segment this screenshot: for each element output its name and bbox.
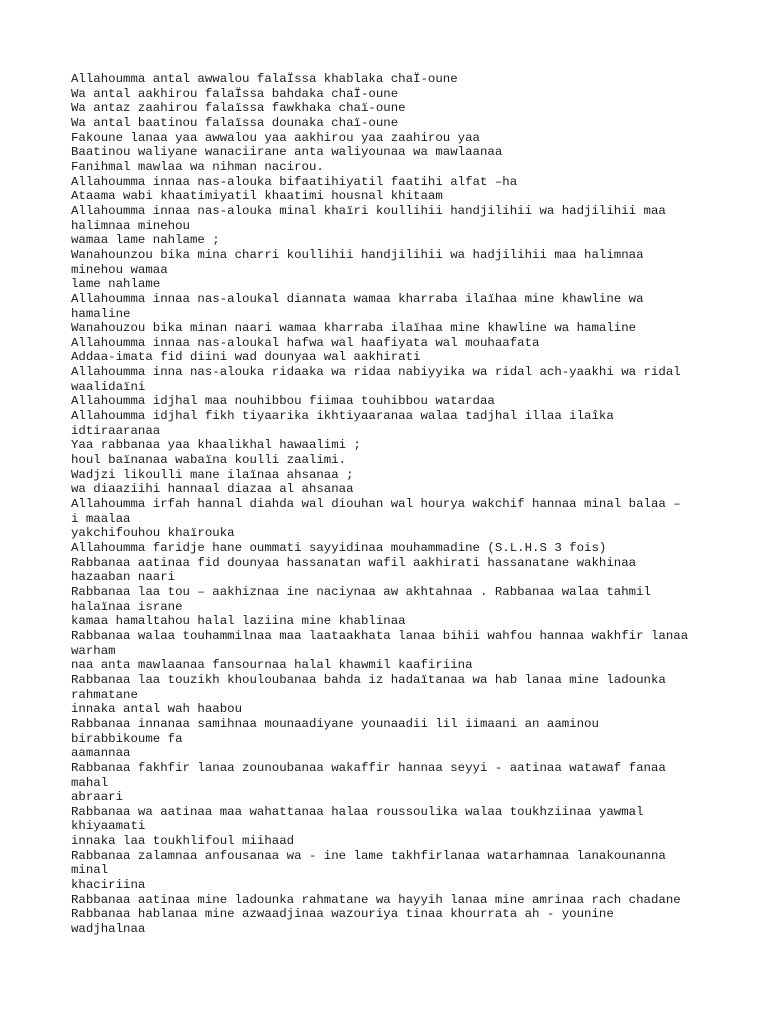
text-line: innaka laa toukhlifoul miihaad xyxy=(71,834,295,849)
text-line: wa diaaziihi hannaal diazaa al ahsanaa xyxy=(71,482,354,497)
text-line: Rabbanaa walaa touhammilnaa maa laataakhata lanaa bihii wahfou hannaa wakhfir lanaa xyxy=(71,628,689,643)
text-line: rahmatane xyxy=(71,687,138,702)
text-line: houl baïnanaa wabaïna koulli zaalimi. xyxy=(71,453,347,468)
text-line: Allahoumma inna nas-alouka ridaaka wa ridaa nabiyyika wa ridal ach-yaakhi wa ridal xyxy=(71,365,681,380)
text-line: Allahoumma faridje hane oummati sayyidinaa mouhammadine (S.L.H.S 3 fois) xyxy=(71,541,607,555)
text-line: Wa antaz zaahirou falaïssa fawkhaka chaï-oune xyxy=(71,101,406,116)
text-line: Rabbanaa innanaa samihnaa mounaadiyane younaadii lil iimaani an aaminou xyxy=(71,716,599,731)
text-line: warham xyxy=(71,643,116,658)
text-line: birabbikoume fa xyxy=(71,731,183,746)
text-line: yakchifouhou khaïrouka xyxy=(71,526,235,541)
text-line: Allahoumma irfah hannal diahda wal diouhan wal hourya wakchif hannaa minal balaa – xyxy=(71,497,681,512)
text-line: innaka antal wah haabou xyxy=(71,702,243,717)
text-line: hamaline xyxy=(71,306,131,321)
text-line: lame nahlame xyxy=(71,277,161,292)
text-line: Allahoumma innaa nas-aloukal hafwa wal haafiyata wal mouhaafata xyxy=(71,335,540,350)
text-line: aamannaa xyxy=(71,746,131,761)
text-line: Rabbanaa aatinaa fid dounyaa hassanatan wafil aakhirati hassanatane wakhinaa xyxy=(71,555,637,570)
text-line: Wanahouzou bika minan naari wamaa kharraba ilaïhaa mine khawline wa hamaline xyxy=(71,321,637,336)
text-line: Rabbanaa zalamnaa anfousanaa wa - ine lame takhfirlanaa watarhamnaa lanakounanna xyxy=(71,848,666,863)
text-line: Rabbanaa aatinaa mine ladounka rahmatane wa hayyih lanaa mine amrinaa rach chadane xyxy=(71,892,681,907)
text-line: Rabbanaa fakhfir lanaa zounoubanaa wakaffir hannaa seyyi - aatinaa watawaf fanaa xyxy=(71,760,666,775)
text-line: wadjhalnaa xyxy=(71,922,146,937)
text-line: waalidaïni xyxy=(71,379,146,394)
text-line: Allahoumma idjhal maa nouhibbou fiimaa touhibbou watardaa xyxy=(71,394,495,409)
text-line: kamaa hamaltahou halal laziina mine khablinaa xyxy=(71,614,406,629)
text-line: Allahoumma idjhal fikh tiyaarika ikhtiyaaranaa walaa tadjhal illaa ilaîka xyxy=(71,409,614,424)
text-line: Ataama wabi khaatimiyatil khaatimi housnal khitaam xyxy=(71,189,443,204)
text-line: i maalaa xyxy=(71,511,131,526)
text-line: Wa antal baatinou falaïssa dounaka chaï-oune xyxy=(71,115,399,130)
text-line: khiyaamati xyxy=(71,819,146,834)
text-line: Allahoumma innaa nas-aloukal diannata wamaa kharraba ilaïhaa mine khawline wa xyxy=(71,291,644,306)
text-line: halimnaa minehou xyxy=(71,218,190,233)
text-line: Allahoumma innaa nas-alouka bifaatihiyatil faatihi alfat –ha xyxy=(71,174,518,189)
document-body xyxy=(71,72,721,937)
text-line: Yaa rabbanaa yaa khaalikhal hawaalimi ; xyxy=(71,438,361,453)
text-line: Fanihmal mawlaa wa nihman nacirou. xyxy=(71,159,324,174)
text-line: Wa antal aakhirou falaÏssa bahdaka chaÏ-oune xyxy=(71,86,399,101)
text-line: minal xyxy=(71,863,109,878)
text-line: Wanahounzou bika mina charri koullihii handjilihii wa hadjilihii maa halimnaa xyxy=(71,247,644,262)
text-line: hazaaban naari xyxy=(71,570,176,585)
text-line: Baatinou waliyane wanaciirane anta waliyounaa wa mawlaanaa xyxy=(71,145,503,160)
text-line: abraari xyxy=(71,790,124,805)
text-line: Rabbanaa laa tou – aakhiznaa ine naciynaa aw akhtahnaa . Rabbanaa walaa tahmil xyxy=(71,584,651,599)
text-line: Allahoumma antal awwalou falaÏssa khablaka chaÏ-oune xyxy=(71,72,458,86)
text-line: Rabbanaa wa aatinaa maa wahattanaa halaa roussoulika walaa toukhziinaa yawmal xyxy=(71,804,644,819)
text-line: Wadjzi likoulli mane ilaïnaa ahsanaa ; xyxy=(71,467,354,482)
text-line: Addaa-imata fid diini wad dounyaa wal aakhirati xyxy=(71,350,421,365)
text-line: mahal xyxy=(71,775,109,790)
text-line: halaïnaa israne xyxy=(71,599,183,614)
text-line: wamaa lame nahlame ; xyxy=(71,233,220,248)
text-line: khaciriina xyxy=(71,878,146,893)
text-line: Rabbanaa hablanaa mine azwaadjinaa wazouriya tinaa khourrata ah - younine xyxy=(71,907,614,922)
text-line: minehou wamaa xyxy=(71,262,168,277)
text-line: naa anta mawlaanaa fansournaa halal khawmil kaafiriina xyxy=(71,658,473,673)
text-line: Rabbanaa laa touzikh khouloubanaa bahda iz hadaïtanaa wa hab lanaa mine ladounka xyxy=(71,672,666,687)
text-line: Fakoune lanaa yaa awwalou yaa aakhirou yaa zaahirou yaa xyxy=(71,130,480,145)
text-line: idtiraaranaa xyxy=(71,423,161,438)
text-line: Allahoumma innaa nas-alouka minal khaïri koullihii handjilihii wa hadjilihii maa xyxy=(71,203,666,218)
